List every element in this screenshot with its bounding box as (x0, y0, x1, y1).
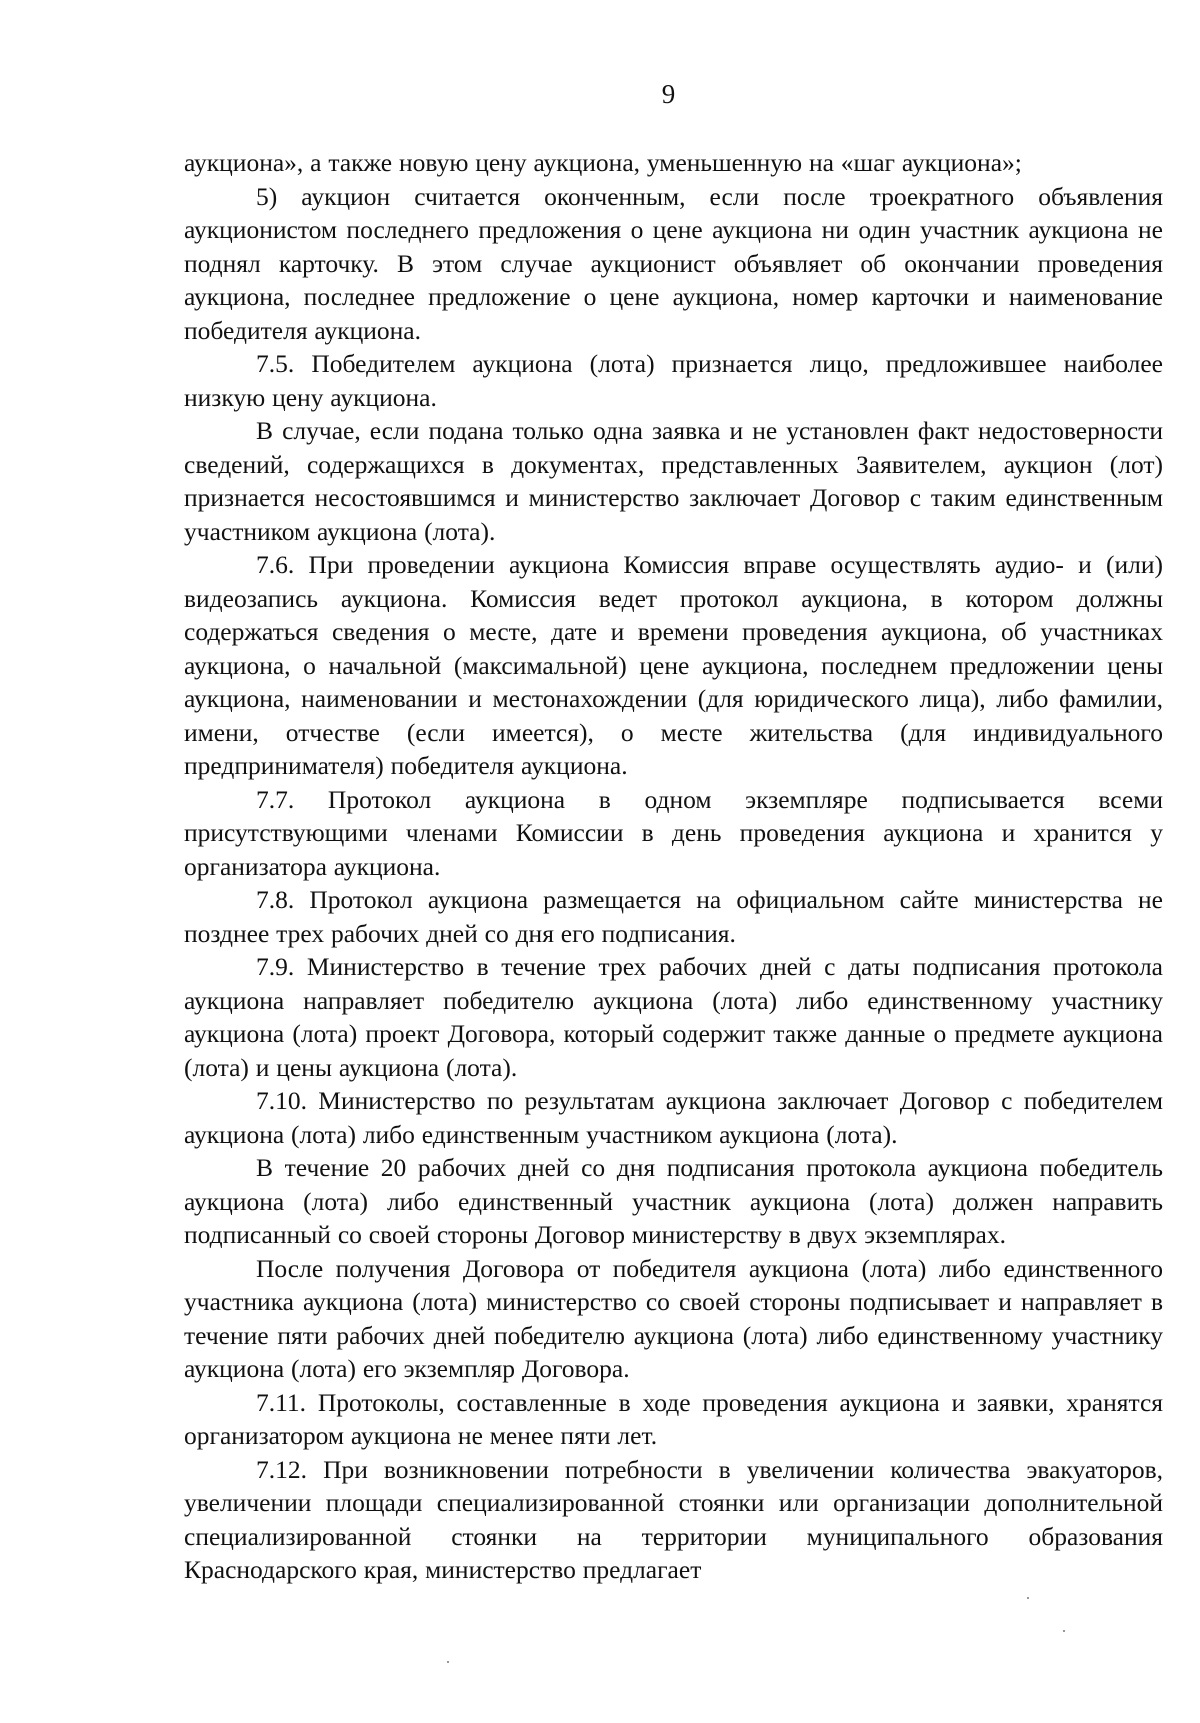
paragraph-continuation: аукциона», а также новую цену аукциона, уменьшенную на «шаг аукциона»; (184, 148, 1022, 177)
paragraph-7-11: 7.11. Протоколы, составленные в ходе проведения аукциона и заявки, хранятся организатором аукциона не менее пяти лет. (184, 1387, 1163, 1450)
paragraph-7-10: 7.10. Министерство по результатам аукциона заключает Договор с победителем аукциона (лота) либо единственным участником аукциона (лота). (184, 1086, 1163, 1149)
scan-speck (1063, 1630, 1065, 1632)
paragraph-7-9: 7.9. Министерство в течение трех рабочих дней с даты подписания протокола аукциона направляет победителю аукциона (лота) либо единственному участнику аукциона (лота) проект Договора, который содержит также данные о предмете аукциона (лота) и цены аукциона (лота). (184, 952, 1163, 1082)
paragraph-7-5: 7.5. Победителем аукциона (лота) признается лицо, предложившее наиболее низкую цену аукциона. (184, 349, 1163, 412)
paragraph-7-7: 7.7. Протокол аукциона в одном экземпляре подписывается всеми присутствующими членами Комиссии в день проведения аукциона и хранится у организатора аукциона. (184, 784, 1163, 881)
paragraph-7-6: 7.6. При проведении аукциона Комиссия вправе осуществлять аудио- и (или) видеозапись аукциона. Комиссия ведет протокол аукциона, в котором должны содержаться сведения о месте, дате и времени проведения аукциона, об участниках аукциона, о начальной (максимальной) цене аукциона, последнем предложении цены аукциона, наименовании и местонахождении (для юридического лица), либо фамилии, имени, отчестве (если имеется), о месте жительства (для индивидуального предпринимателя) победителя аукциона. (184, 550, 1163, 780)
paragraph-7-8: 7.8. Протокол аукциона размещается на официальном сайте министерства не позднее трех рабочих дней со дня его подписания. (184, 885, 1163, 948)
document-body (184, 146, 1163, 1587)
paragraph-after-receipt: После получения Договора от победителя аукциона (лота) либо единственного участника аукциона (лота) министерство со своей стороны подписывает и направляет в течение пяти рабочих дней победителю аукциона (лота) либо единственному участнику аукциона (лота) его экземпляр Договора. (184, 1253, 1163, 1383)
page-number: 9 (661, 79, 676, 109)
paragraph-item-5: 5) аукцион считается оконченным, если после троекратного объявления аукционистом последнего предложения о цене аукциона ни один участник аукциона не поднял карточку. В этом случае аукционист объявляет об окончании проведения аукциона, последнее предложение о цене аукциона, номер карточки и наименование победителя аукциона. (184, 181, 1163, 345)
paragraph-7-12: 7.12. При возникновении потребности в увеличении количества эвакуаторов, увеличении площади специализированной стоянки или организации дополнительной специализированной стоянки на территории муниципального образования Краснодарского края, министерство предлагает (184, 1454, 1163, 1584)
scan-speck (447, 1661, 449, 1663)
paragraph-signing-deadline: В течение 20 рабочих дней со дня подписания протокола аукциона победитель аукциона (лота) либо единственный участник аукциона (лота) должен направить подписанный со своей стороны Договор министерству в двух экземплярах. (184, 1153, 1163, 1249)
scan-speck (1027, 1597, 1029, 1599)
paragraph-single-application: В случае, если подана только одна заявка и не установлен факт недостоверности сведений, содержащихся в документах, представленных Заявителем, аукцион (лот) признается несостоявшимся и министерство заключает Договор с таким единственным участником аукциона (лота). (184, 416, 1163, 546)
